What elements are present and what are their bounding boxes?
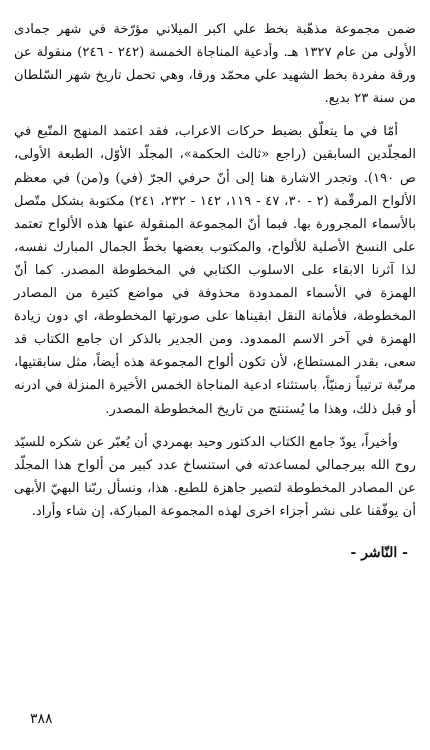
paragraph-editorial-method: أمّا في ما يتعلّق بضبط حركات الاعراب، فقد اعتمد المنهج المتّبع في المجلّدين السابقين (راجع «ثالث الحكمة»، المجلّد الأوّل، الطبعة الأولى، ص ١٩٠). وتجدر الاشارة هنا إلى أنّ حرفي الجرّ (في) و(من) في معظم الألواح المرقّمة (٢ - ٣٠، ٤٧ - ١١٩، ١٤٢ - ٢٣٢، ٢٤١) مكتوبة بشكل متّصل بالأسماء المجرورة بها. فبما أنّ المجموعة المنقولة عنها هذه الألواح تعتمد على النسخ الأصلية للألواح، والمكتوب بعضها بخطّ الجمال المبارك نفسه، لذا آثرنا الابقاء على الاسلوب الكتابي في المخطوطة المصدر. كما أنّ الهمزة في الأسماء الممدودة محذوفة في مواضع كثيرة من المصادر المخطوطة، فلأمانة النقل ابقيناها على صورتها المخطوطة، اي دون زيادة الهمزة في آخر الاسم الممدود. ومن الجدير بالذكر ان جامع الكتاب قد سعى، بقدر المستطاع، لأن تكون ألواح المجموعة هذه أيضاً، مثل سابقتيها، مرتّبة ترتيباً زمنيّاً، باستثناء ادعية المناجاة الخمس الأخيرة المنزلة في ادرنه أو قبل ذلك، وهذا ما يُستنتج من تاريخ المخطوطة المصدر.: [14, 124, 417, 417]
paragraph-acknowledgements: وأخيراً، يودّ جامع الكتاب الدكتور وحيد بهمردي أن يُعبّر عن شكره للسيّد روح الله بيرجمالي لمساعدته في استنساخ عدد كبير من ألواح هذا المجلّد عن المصادر المخطوطة لتصير جاهزة للطبع. هذا، ونسأل ربّنا البهيّ الأبهى أن يوفّقنا على نشر أجزاء اخرى لهذه المجموعة المباركة، إن شاء وأراد.: [14, 434, 416, 519]
paragraph-manuscript-sources: ضمن مجموعة مذهّبة بخط علي اكبر الميلاني مؤرّخة في شهر جمادى الأولى من عام ١٣٢٧ هـ. وأدعية المناجاة الخمسة (٢٤٢ - ٢٤٦) منقولة عن ورقة مفردة بخط الشهيد علي محمّد ورقا، وهي تحمل تاريخ شهر السّلطان من سنة ٢٣ بديع.: [14, 22, 416, 107]
publisher-signature: - النّاشر -: [350, 544, 408, 561]
page-number: ٣٨٨: [30, 711, 53, 727]
document-page: [14, 18, 416, 718]
